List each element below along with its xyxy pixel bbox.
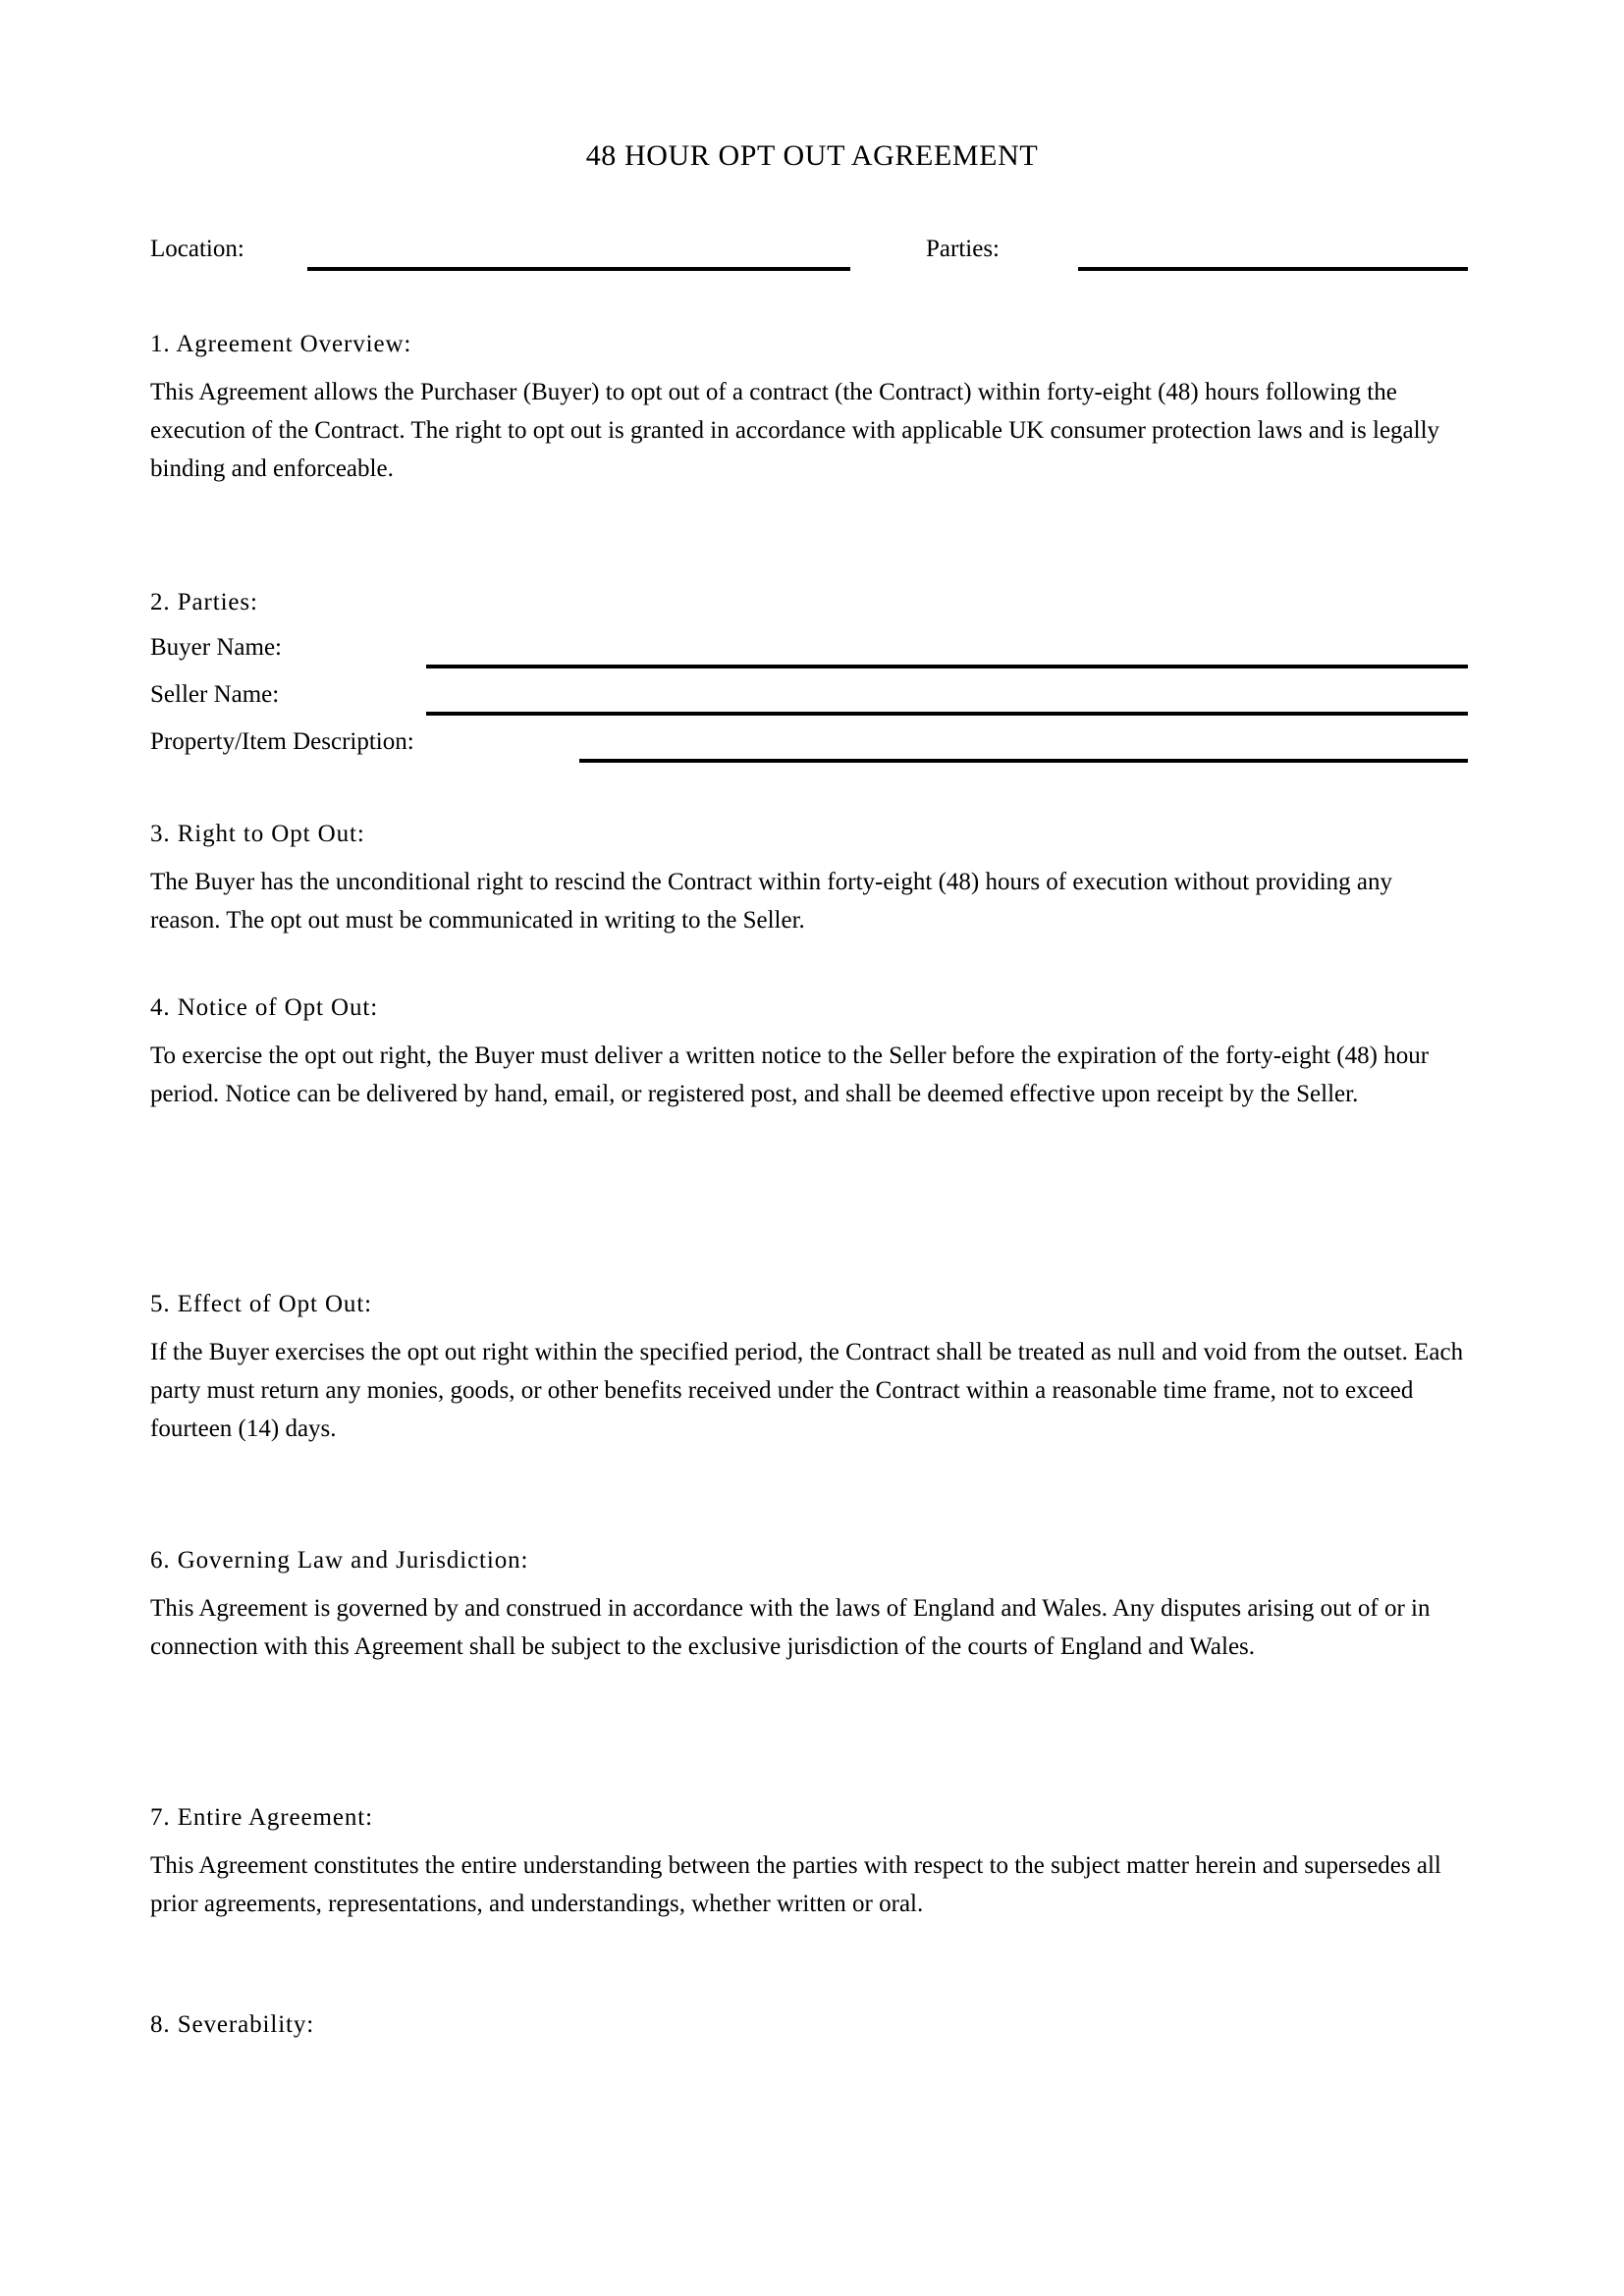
property-description-label: Property/Item Description: bbox=[150, 728, 414, 755]
section-notice-of-opt-out bbox=[150, 991, 1468, 1113]
seller-name-input-line[interactable] bbox=[426, 712, 1468, 716]
section-body: To exercise the opt out right, the Buyer must deliver a written notice to the Seller before the expiration of the forty-eight (48) hour period. Notice can be delivered by hand, email, or registered post, and shall be deemed effective upon receipt by the Seller. bbox=[150, 1042, 1430, 1107]
section-governing-law bbox=[150, 1544, 1468, 1666]
parties-label: Parties: bbox=[926, 236, 1000, 262]
location-label: Location: bbox=[150, 236, 244, 262]
section-heading: 5. Effect of Opt Out: bbox=[150, 1291, 373, 1317]
buyer-name-label: Buyer Name: bbox=[150, 634, 282, 661]
section-heading: 4. Notice of Opt Out: bbox=[150, 994, 379, 1021]
header-fields-row bbox=[150, 234, 1468, 277]
section-body: The Buyer has the unconditional right to rescind the Contract within forty-eight (48) hours of execution without providing any reason. The opt out must be communicated in writing to the Seller. bbox=[150, 869, 1393, 934]
location-input-line[interactable] bbox=[307, 267, 850, 271]
section-parties bbox=[150, 586, 1468, 774]
section-body: This Agreement allows the Purchaser (Buyer) to opt out of a contract (the Contract) within forty-eight (48) hours following the execution of the Contract. The right to opt out is granted in accordance with applicable UK consumer protection laws and is legally binding and enforceable. bbox=[150, 379, 1440, 482]
page-title: 48 HOUR OPT OUT AGREEMENT bbox=[585, 139, 1039, 173]
property-description-input-line[interactable] bbox=[579, 759, 1468, 763]
section-heading: 7. Entire Agreement: bbox=[150, 1804, 373, 1831]
buyer-name-input-line[interactable] bbox=[426, 665, 1468, 668]
seller-name-label: Seller Name: bbox=[150, 681, 280, 708]
section-body: This Agreement constitutes the entire understanding between the parties with respect to the subject matter herein and supersedes all prior agreements, representations, and understandings, whether written or oral. bbox=[150, 1852, 1441, 1917]
section-heading: 1. Agreement Overview: bbox=[150, 331, 412, 357]
parties-input-line[interactable] bbox=[1078, 267, 1468, 271]
section-heading: 2. Parties: bbox=[150, 589, 258, 615]
section-body: This Agreement is governed by and construed in accordance with the laws of England and Wales. Any disputes arising out of or in connection with this Agreement shall be subject to the exclusive jurisdiction of the courts of England and Wales. bbox=[150, 1595, 1431, 1660]
section-heading: 8. Severability: bbox=[150, 2011, 315, 2038]
section-effect-of-opt-out bbox=[150, 1288, 1468, 1448]
section-heading: 6. Governing Law and Jurisdiction: bbox=[150, 1547, 529, 1574]
section-severability bbox=[150, 2008, 1468, 2054]
section-heading: 3. Right to Opt Out: bbox=[150, 821, 365, 847]
section-agreement-overview bbox=[150, 328, 1468, 488]
form-row-property-description bbox=[150, 726, 1468, 774]
section-right-to-opt-out bbox=[150, 818, 1468, 939]
section-body: If the Buyer exercises the opt out right within the specified period, the Contract shall be treated as null and void from the outset. Each party must return any monies, goods, or other benefits received under the Contract within a reasonable time frame, not to exceed fourteen (14) days. bbox=[150, 1339, 1464, 1442]
form-row-buyer-name bbox=[150, 632, 1468, 679]
form-row-seller-name bbox=[150, 679, 1468, 726]
section-entire-agreement bbox=[150, 1801, 1468, 1923]
